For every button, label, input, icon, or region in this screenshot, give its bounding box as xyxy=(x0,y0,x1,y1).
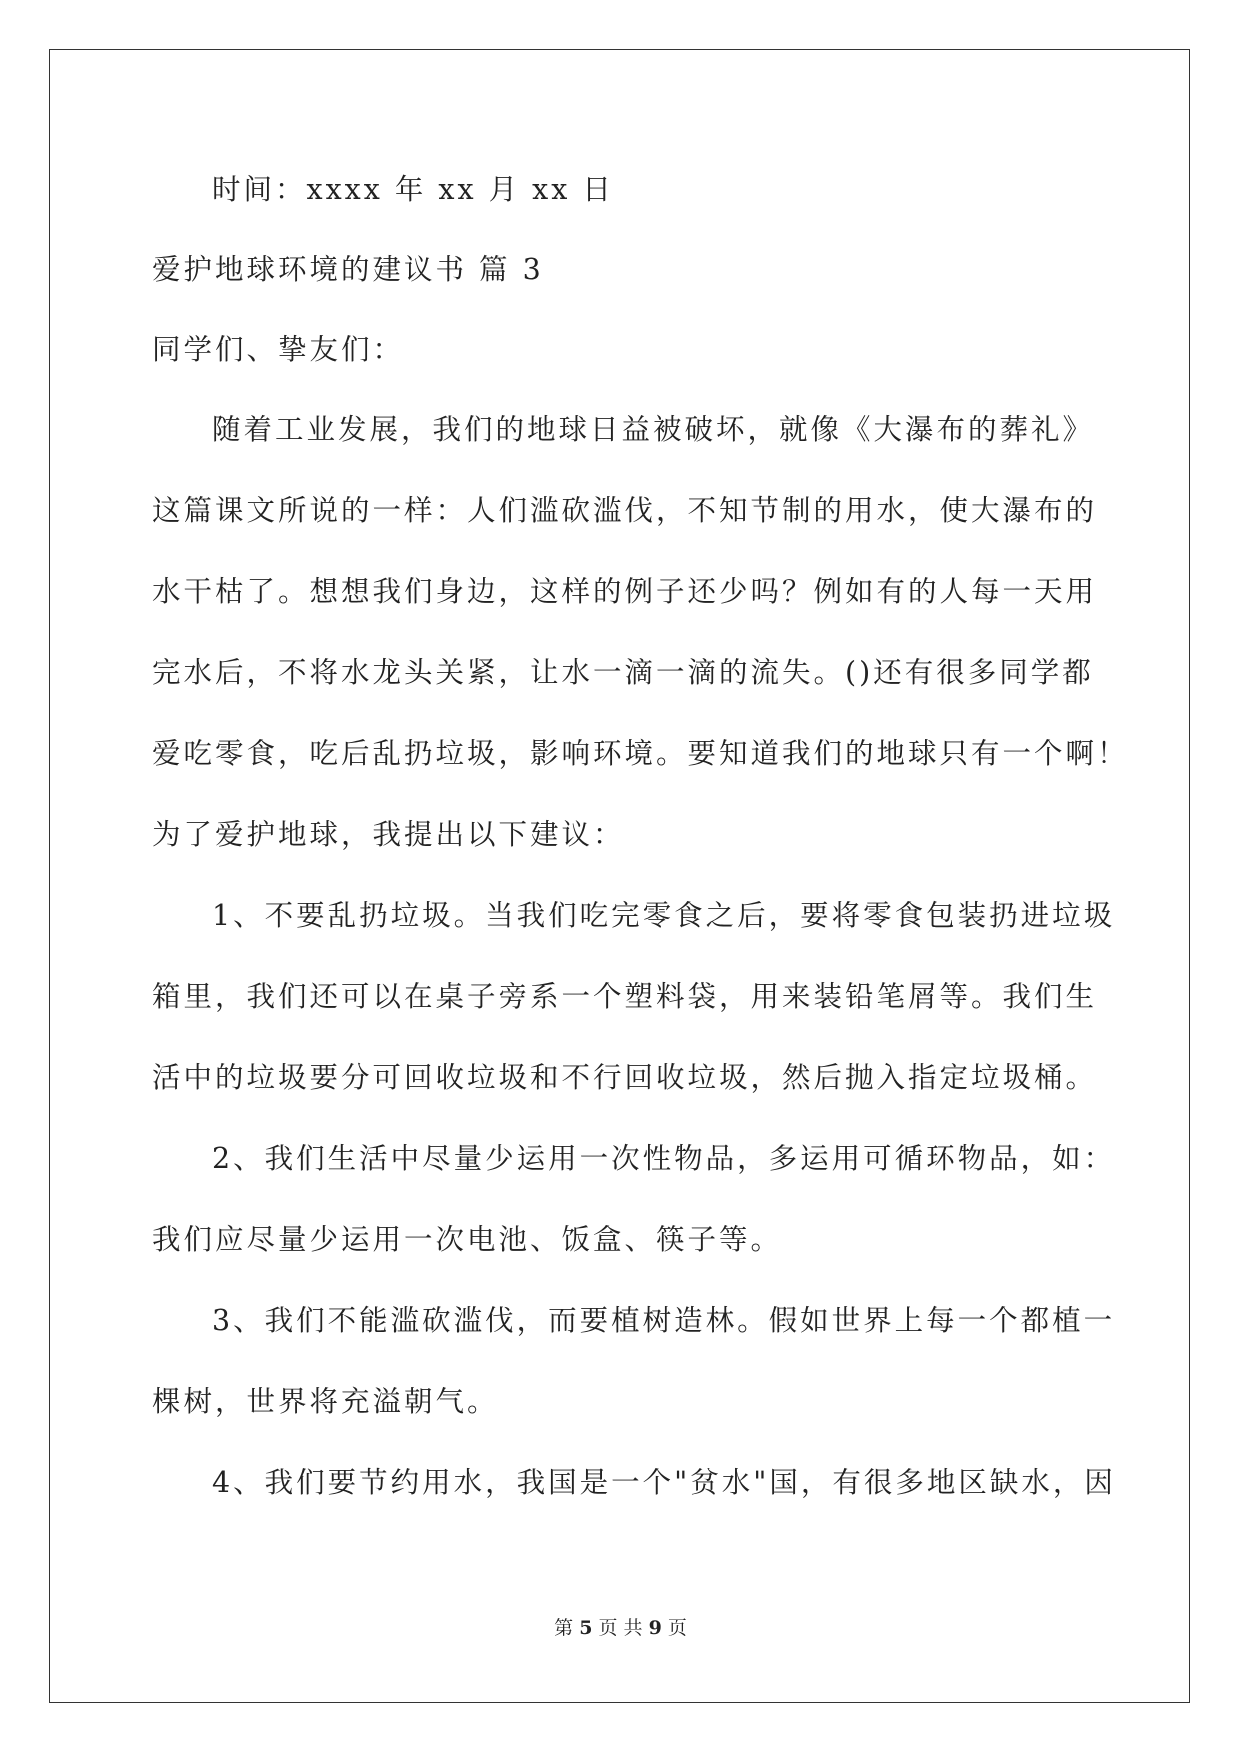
text-line: 1、不要乱扔垃圾。当我们吃完零食之后，要将零食包装扔进垃圾 xyxy=(212,899,1116,932)
total-page-number: 9 xyxy=(648,1617,662,1639)
text-line: 4、我们要节约用水，我国是一个"贫水"国，有很多地区缺水，因 xyxy=(212,1466,1116,1499)
text-line: 随着工业发展，我们的地球日益被破坏，就像《大瀑布的葬礼》 xyxy=(212,413,1095,446)
text-line: 完水后，不将水龙头关紧，让水一滴一滴的流失。()还有很多同学都 xyxy=(152,656,1094,689)
text-line: 3、我们不能滥砍滥伐，而要植树造林。假如世界上每一个都植一 xyxy=(212,1304,1116,1337)
section-title: 爱护地球环境的建议书 篇 3 xyxy=(152,253,544,286)
text-line: 为了爱护地球，我提出以下建议： xyxy=(152,818,625,851)
text-line: 2、我们生活中尽量少运用一次性物品，多运用可循环物品，如： xyxy=(212,1142,1116,1175)
text-line: 箱里，我们还可以在桌子旁系一个塑料袋，用来装铅笔屑等。我们生 xyxy=(152,980,1098,1013)
text-line: 我们应尽量少运用一次电池、饭盒、筷子等。 xyxy=(152,1223,783,1256)
text-line: 爱吃零食，吃后乱扔垃圾，影响环境。要知道我们的地球只有一个啊！ xyxy=(152,737,1129,770)
page-frame xyxy=(49,49,1190,1703)
salutation: 同学们、挚友们： xyxy=(152,333,405,366)
date-line: 时间：xxxx 年 xx 月 xx 日 xyxy=(212,173,614,206)
current-page-number: 5 xyxy=(579,1617,593,1639)
footer-mid: 页 共 xyxy=(598,1617,643,1639)
page-footer xyxy=(0,1616,1241,1640)
text-line: 棵树，世界将充溢朝气。 xyxy=(152,1385,499,1418)
text-line: 活中的垃圾要分可回收垃圾和不行回收垃圾，然后抛入指定垃圾桶。 xyxy=(152,1061,1098,1094)
text-line: 这篇课文所说的一样：人们滥砍滥伐，不知节制的用水，使大瀑布的 xyxy=(152,494,1098,527)
text-line: 水干枯了。想想我们身边，这样的例子还少吗？例如有的人每一天用 xyxy=(152,575,1098,608)
footer-prefix: 第 xyxy=(554,1617,574,1639)
footer-suffix: 页 xyxy=(667,1617,687,1639)
